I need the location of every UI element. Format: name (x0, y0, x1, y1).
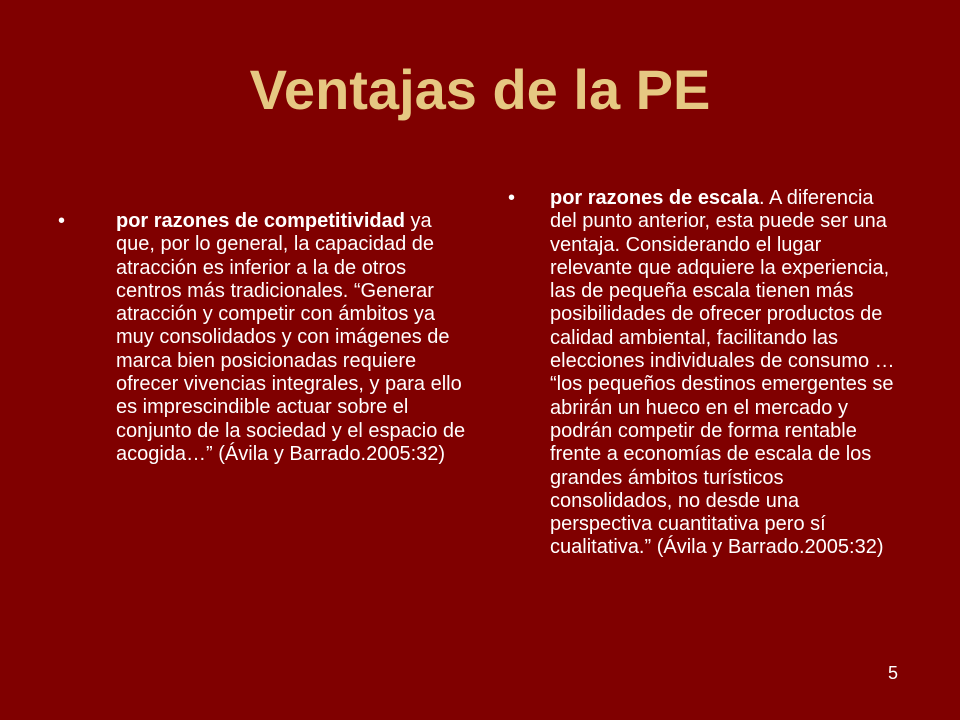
left-column (54, 210, 466, 466)
right-column (502, 187, 902, 560)
bullet-lead-text: por razones de escala (550, 187, 759, 209)
bullet-marker: • (508, 187, 516, 209)
bullet-marker: • (58, 210, 66, 232)
slide-title: Ventajas de la PE (249, 58, 711, 121)
bullet-lead-text: por razones de competitividad (116, 210, 405, 232)
bullet-body-text: ya que, por lo general, la capacidad de atracción es inferior a la de otros centros más tradicionales. “Generar atracción y competir con ámbitos ya muy consolidados y con imágenes de marca bien posicionadas requiere ofrecer vivencias integrales, y para ello es imprescindible actuar sobre el conjunto de la sociedad y el espacio de acogida…” (Ávila y Barrado.2005:32) (116, 210, 466, 465)
page-number: 5 (887, 663, 898, 683)
bullet-item-escala (502, 187, 902, 560)
bullet-item-competitividad (54, 210, 466, 466)
bullet-body-text: . A diferencia del punto anterior, esta puede ser una ventaja. Considerando el lugar relevante que adquiere la experiencia, las de pequeña escala tienen más posibilidades de ofrecer productos de calidad ambiental, facilitando las elecciones individuales de consumo … “los pequeños destinos emergentes se abrirán un hueco en el mercado y podrán competir de forma rentable frente a economías de escala de los grandes ámbitos turísticos consolidados, no desde una perspectiva cuantitativa pero sí cualitativa.” (Ávila y Barrado.2005:32) (550, 187, 895, 559)
